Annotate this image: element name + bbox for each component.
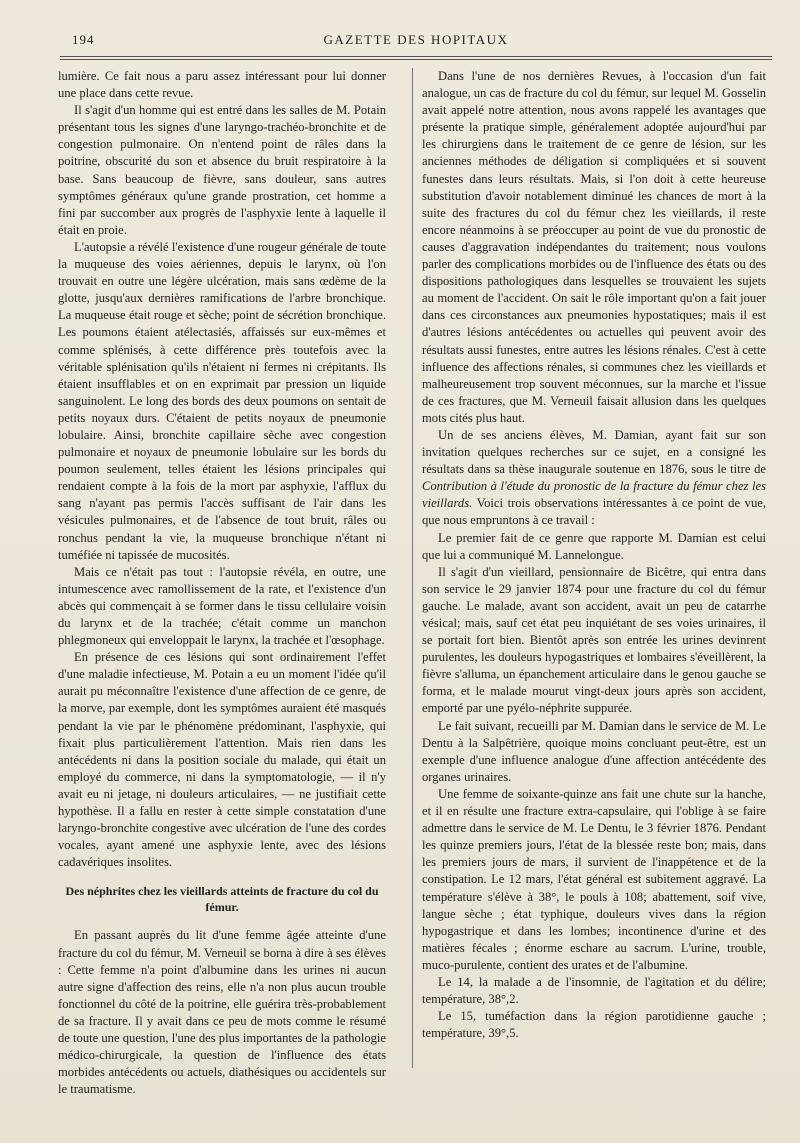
section-heading: Des néphrites chez les vieillards atteints de fracture du col du fémur. <box>65 884 379 915</box>
paragraph: Le 14, la malade a de l'insomnie, de l'agitation et du délire; température, 38°,2. <box>422 974 766 1007</box>
paragraph: Le 15, tuméfaction dans la région parotidienne gauche ; température, 39°,5. <box>422 1009 766 1041</box>
page-header <box>72 30 760 54</box>
paragraph: Le premier fait de ce genre que rapporte M. Damian est celui que lui a communiqué M. Lannelongue. <box>422 530 766 562</box>
paragraph-damian <box>422 427 766 530</box>
paragraph: Dans l'une de nos dernières Revues, à l'occasion d'un fait analogue, un cas de fracture du col du fémur, sur lequel M. Gosselin avait appelé notre attention, nous avons rappelé les avantages que présente la pratique simple, généralement adoptée aujourd'hui par les chirurgiens dans le traitement de ce genre de lésion, sur les anciennes méthodes de déligation si compliquées et si souvent funestes dans leurs résultats. Mais, si l'on doit à cette heureuse substitution d'avoir notablement diminué les chances de mort à la suite des fractures du col du fémur chez les vieillards, il reste encore néanmoins à se préoccuper au point de vue du pronostic de causes d'aggravation indépendantes du traitement; nous voulons parler des complications morbides ou de l'influence des états ou des dispositions pathologiques dans lesquelles se trouvaient les sujets au moment de l'accident. On sait le rôle important qu'on a fait jouer dans ces circonstances aux pneumonies hypostatiques; mais il est d'autres lésions antécédentes ou actuelles qui peuvent avoir des résultats aussi funestes, entre autres les lésions rénales. C'est à cette influence des affections rénales, si communes chez les vieillards et malheureusement trop souvent méconnues, sur la marche et l'issue de ces fractures, que M. Verneuil faisait allusion dans les quelques mots cités plus haut. <box>422 69 766 425</box>
paragraph: L'autopsie a révélé l'existence d'une rougeur générale de toute la muqueuse des voies aériennes, depuis le larynx, où l'on trouvait en outre une légère ulcération, mais sans œdème de la glotte, jusqu'aux dernières ramifications de l'arbre bronchique. La muqueuse était rouge et sèche; point de sécrétion bronchique. Les poumons étaient atélectasiés, affaissés sur eux-mêmes et comme splénisés, à cette différence près toutefois avec la véritable splénisation qu'ils n'étaient ni fermes ni crépitants. Ils étaient insufflables et on en exprimait par pression un liquide sanguinolent. Le long des bords des deux poumons on sentait de petits noyaux durs. C'étaient de petits noyaux de pneumonie lobulaire. Ainsi, bronchite capillaire sèche avec congestion pulmonaire et noyaux de pneumonie lobulaire sur les bords du poumon seulement, telles étaient les lésions principales qui rendaient compte à la fois de la mort par asphyxie, l'afflux du sang n'ayant pas permis l'accès suffisant de l'air dans les vésicules pulmonaires, et de l'absence de tout bruit, râles ou ronchus pendant la vie, la muqueuse bronchique n'étant ni tuméfiée ni tapissée de mucosités. <box>58 239 386 562</box>
page-number: 194 <box>72 32 95 47</box>
thesis-title: Contribution à l'étude du pronostic de la fracture du fémur chez les vieillards. <box>422 479 766 511</box>
paragraph: Une femme de soixante-quinze ans fait une chute sur la hanche, et il en résulte une fracture extra-capsulaire, qui l'oblige à se faire admettre dans le service de M. Le Dentu, le 3 février 1876. Pendant les quinze premiers jours, l'état de la blessée reste bon; mais, dans les premiers jours de mars, il survient de l'inappétence et de la constipation. Le 12 mars, l'état général est subitement aggravé. La température s'élève à 38°, le pouls à 108; abattement, soif vive, langue sèche ; état typhique, douleurs vives dans la région hypogastrique et dans les lombes; incontinence d'urine et des matières fécales ; énorme eschare au sacrum. L'urine, trouble, muco-purulente, contient des urates et de l'albumine. <box>422 786 766 972</box>
header-rule <box>60 56 772 60</box>
left-column <box>58 68 386 1098</box>
column-divider <box>412 68 413 1068</box>
running-title: GAZETTE DES HOPITAUX <box>323 32 509 47</box>
paragraph: En présence de ces lésions qui sont ordinairement l'effet d'une maladie infectieuse, M. Potain a eu un moment l'idée qu'il aurait pu méconnaître l'existence d'une affection de ce genre, de la morve, par exemple, dont les symptômes auraient été masqués pendant la vie par le phénomène prédominant, l'asphyxie, qui fixait plus particulièrement l'attention. Mais rien dans les antécédents ni dans la position sociale du malade, qui était un employé du commerce, ni dans la symptomatologie, — il n'y avait eu ni jetage, ni douleurs articulaires, — ne justifiait cette hypothèse. Il a fallu en rester à cette simple constatation d'une laryngo-bronchite congestive avec ulcération de l'une des cordes vocales, ayant amené une asphyxie lente, avec des lésions cadavériques insolites. <box>58 650 386 870</box>
text-run: Voici trois observations intéressantes à ce point de vue, que nous empruntons à ce travail : <box>422 496 766 528</box>
right-column <box>422 68 766 1042</box>
paragraph: Il s'agit d'un vieillard, pensionnaire de Bicêtre, qui entra dans son service le 29 janvier 1874 pour une fracture du col du fémur gauche. Le malade, avant son accident, avait un peu de catarrhe vésical; mais, sauf cet état peu inquiétant de ses voies urinaires, il se portait fort bien. Bientôt après son entrée les urines devinrent purulentes, les douleurs hypogastriques et lombaires s'éveillèrent, la fièvre s'alluma, un épanchement articulaire dans le genou gauche se forma, et le malade mourut vingt-deux jours après son accident, emporté par une pyélo-néphrite suppurée. <box>422 564 766 716</box>
paragraph: Le fait suivant, recueilli par M. Damian dans le service de M. Le Dentu à la Salpêtrière, quoique moins concluant peut-être, est un exemple d'une influence analogue d'une affection antécédente des organes urinaires. <box>422 718 766 784</box>
text-run: Un de ses anciens élèves, M. Damian, ayant fait sur son invitation quelques recherches sur ce sujet, en a consigné les résultats dans sa thèse inaugurale soutenue en 1876, sous le titre de <box>422 427 766 477</box>
paragraph: Mais ce n'était pas tout : l'autopsie révéla, en outre, une intumescence avec ramollissement de la rate, et l'existence d'un abcès qui commençait à se former dans le tissu cellulaire voisin du larynx et de la trachée; c'était comme un manchon phlegmoneux qui enveloppait le larynx, la trachée et l'œsophage. <box>58 564 386 648</box>
paragraph: En passant auprès du lit d'une femme âgée atteinte d'une fracture du col du fémur, M. Verneuil se borna à dire à ses élèves : Cette femme n'a point d'albumine dans les urines ni aucun autre signe d'affection des reins, elle n'a non plus aucun trouble fonctionnel du côté de la poitrine, elle guérira très-probablement de sa fracture. Il y avait dans ce peu de mots comme le résumé de toute une question, l'une des plus importantes de la pathologie médico-chirurgicale, la question de l'influence des états morbides antécédents ou actuels, diathésiques ou accidentels sur le traumatisme. <box>58 928 386 1097</box>
paragraph: lumière. Ce fait nous a paru assez intéressant pour lui donner une place dans cette revue. <box>58 69 386 101</box>
paragraph: Il s'agit d'un homme qui est entré dans les salles de M. Potain présentant tous les signes d'une laryngo-trachéo-bronchite et de congestion pulmonaire. On n'entend point de râles dans la poitrine, obscurité du son et absence du bruit respiratoire à la base. Sans beaucoup de fièvre, sans douleur, sans autres symptômes généraux qu'une grande prostration, cet homme a fini par succomber aux progrès de l'asphyxie lente à laquelle il était en proie. <box>58 103 386 237</box>
